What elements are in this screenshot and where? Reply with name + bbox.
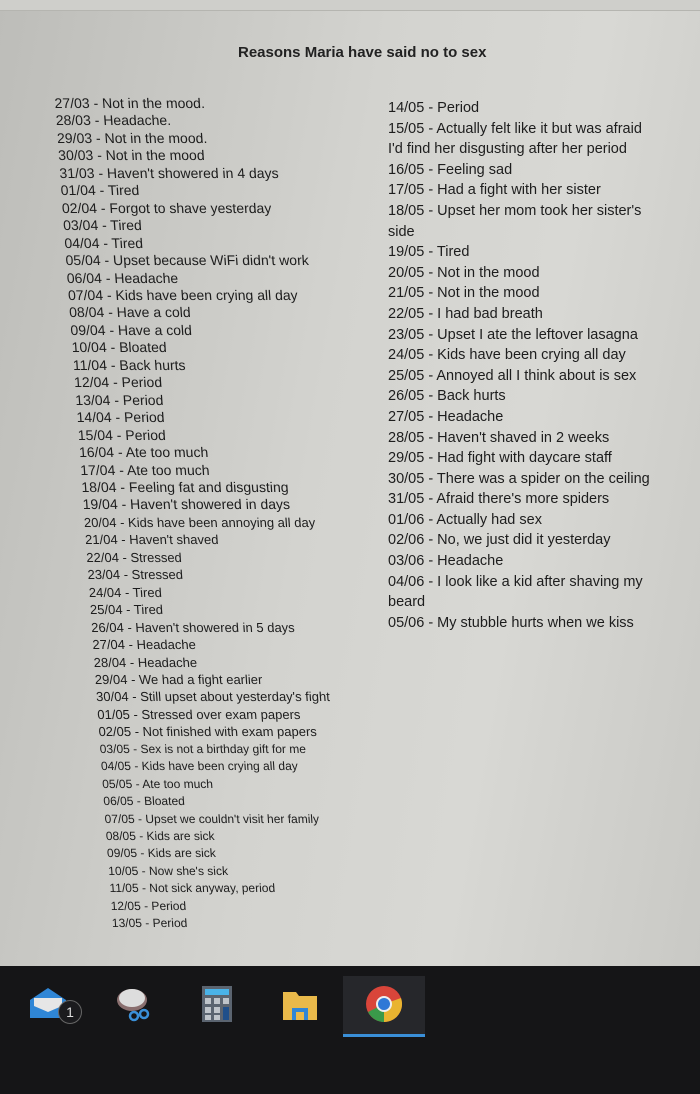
chrome-icon[interactable] (364, 984, 404, 1024)
right-column-list (388, 98, 660, 633)
list-item: 28/03 - Headache. (55, 112, 172, 129)
list-item: 18/05 - Upset her mom took her sister's side (388, 202, 642, 240)
list-item: 01/05 - Stressed over exam papers (96, 706, 301, 722)
list-item: 26/04 - Haven't showered in 5 days (90, 619, 296, 635)
list-item: 22/04 - Stressed (85, 549, 183, 565)
list-item: 23/05 - Upset I ate the leftover lasagna (388, 326, 638, 343)
list-item: 30/04 - Still upset about yesterday's fight (95, 689, 331, 705)
list-item: 13/04 - Period (74, 391, 164, 408)
list-item: 17/04 - Ate too much (79, 461, 210, 478)
list-item: 08/04 - Have a cold (68, 304, 192, 321)
list-item: 31/05 - Afraid there's more spiders (388, 491, 610, 508)
list-item: 27/05 - Headache (388, 408, 504, 425)
list-item: 03/04 - Tired (62, 217, 143, 234)
list-item: 30/05 - There was a spider on the ceiling (388, 470, 650, 487)
list-item: 20/05 - Not in the mood (388, 264, 540, 281)
document-title: Reasons Maria have said no to sex (238, 44, 487, 61)
list-item: 15/04 - Period (77, 426, 167, 443)
list-item: 03/05 - Sex is not a birthday gift for me (99, 741, 307, 756)
list-item: 11/05 - Not sick anyway, period (108, 881, 276, 896)
snipping-tool-icon[interactable] (112, 984, 152, 1024)
list-item: 16/05 - Feeling sad (388, 161, 513, 178)
list-item: 29/05 - Had fight with daycare staff (388, 450, 612, 467)
list-item: 28/05 - Haven't shaved in 2 weeks (388, 429, 610, 446)
list-item: 14/05 - Period (388, 100, 480, 116)
list-item: 08/05 - Kids are sick (105, 829, 216, 844)
list-item: 01/06 - Actually had sex (388, 511, 542, 528)
list-item: 20/04 - Kids have been annoying all day (83, 514, 316, 530)
list-item: 19/05 - Tired (388, 244, 470, 261)
list-item: 29/04 - We had a fight earlier (94, 671, 263, 687)
list-item: 12/05 - Period (110, 898, 187, 913)
list-item: 04/06 - I look like a kid after shaving my beard (388, 573, 643, 611)
calculator-icon[interactable] (196, 984, 236, 1024)
list-item: 10/04 - Bloated (71, 339, 168, 356)
list-item: 29/03 - Not in the mood. (56, 129, 208, 146)
list-item: 04/05 - Kids have been crying all day (100, 759, 299, 774)
mail-unread-badge: 1 (58, 1000, 82, 1024)
list-item: 05/05 - Ate too much (101, 776, 214, 791)
list-item: 01/04 - Tired (60, 182, 140, 199)
list-item: 07/05 - Upset we couldn't visit her family (104, 811, 320, 826)
list-item: 24/05 - Kids have been crying all day (388, 347, 626, 364)
list-item: 07/04 - Kids have been crying all day (67, 286, 299, 303)
list-item: 18/04 - Feeling fat and disgusting (80, 478, 289, 495)
list-item: 21/05 - Not in the mood (388, 285, 540, 302)
list-item: 13/05 - Period (111, 916, 188, 931)
list-item: 24/04 - Tired (88, 584, 163, 600)
ruler (0, 0, 700, 11)
list-item: 02/06 - No, we just did it yesterday (388, 532, 611, 549)
list-item: 05/06 - My stubble hurts when we kiss (388, 614, 634, 631)
list-item: 02/05 - Not finished with exam papers (98, 724, 318, 740)
file-explorer-icon[interactable] (280, 984, 320, 1024)
list-item: 23/04 - Stressed (87, 567, 184, 583)
list-item: 02/04 - Forgot to shave yesterday (61, 199, 272, 216)
list-item: 06/05 - Bloated (102, 794, 186, 809)
list-item: 03/06 - Headache (388, 553, 504, 570)
list-item: 09/05 - Kids are sick (106, 846, 217, 861)
list-item: 06/04 - Headache (66, 269, 179, 286)
list-item: 14/04 - Period (75, 409, 166, 426)
list-item: 16/04 - Ate too much (78, 444, 209, 461)
list-item: 10/05 - Now she's sick (107, 863, 229, 878)
list-item: 26/05 - Back hurts (388, 388, 506, 405)
list-item: 22/05 - I had bad breath (388, 305, 543, 322)
list-item: 19/04 - Haven't showered in days (82, 496, 291, 513)
list-item: 21/04 - Haven't shaved (84, 532, 219, 548)
list-item: 12/04 - Period (73, 374, 163, 391)
taskbar (0, 966, 700, 1094)
list-item: 04/04 - Tired (63, 234, 144, 251)
list-item: 30/03 - Not in the mood (57, 147, 206, 164)
list-item: 25/04 - Tired (89, 602, 164, 618)
list-item: 27/04 - Headache (91, 637, 197, 653)
left-column-list (54, 95, 356, 933)
list-item: 15/05 - Actually felt like it but was afraid I'd find her disgusting after her period (388, 120, 642, 158)
list-item: 17/05 - Had a fight with her sister (388, 182, 601, 199)
list-item: 11/04 - Back hurts (72, 356, 187, 373)
list-item: 28/04 - Headache (93, 654, 198, 670)
list-item: 05/04 - Upset because WiFi didn't work (64, 252, 310, 269)
list-item: 31/03 - Haven't showered in 4 days (58, 164, 280, 181)
list-item: 27/03 - Not in the mood. (54, 95, 206, 111)
list-item: 09/04 - Have a cold (69, 321, 193, 338)
list-item: 25/05 - Annoyed all I think about is sex (388, 367, 637, 384)
